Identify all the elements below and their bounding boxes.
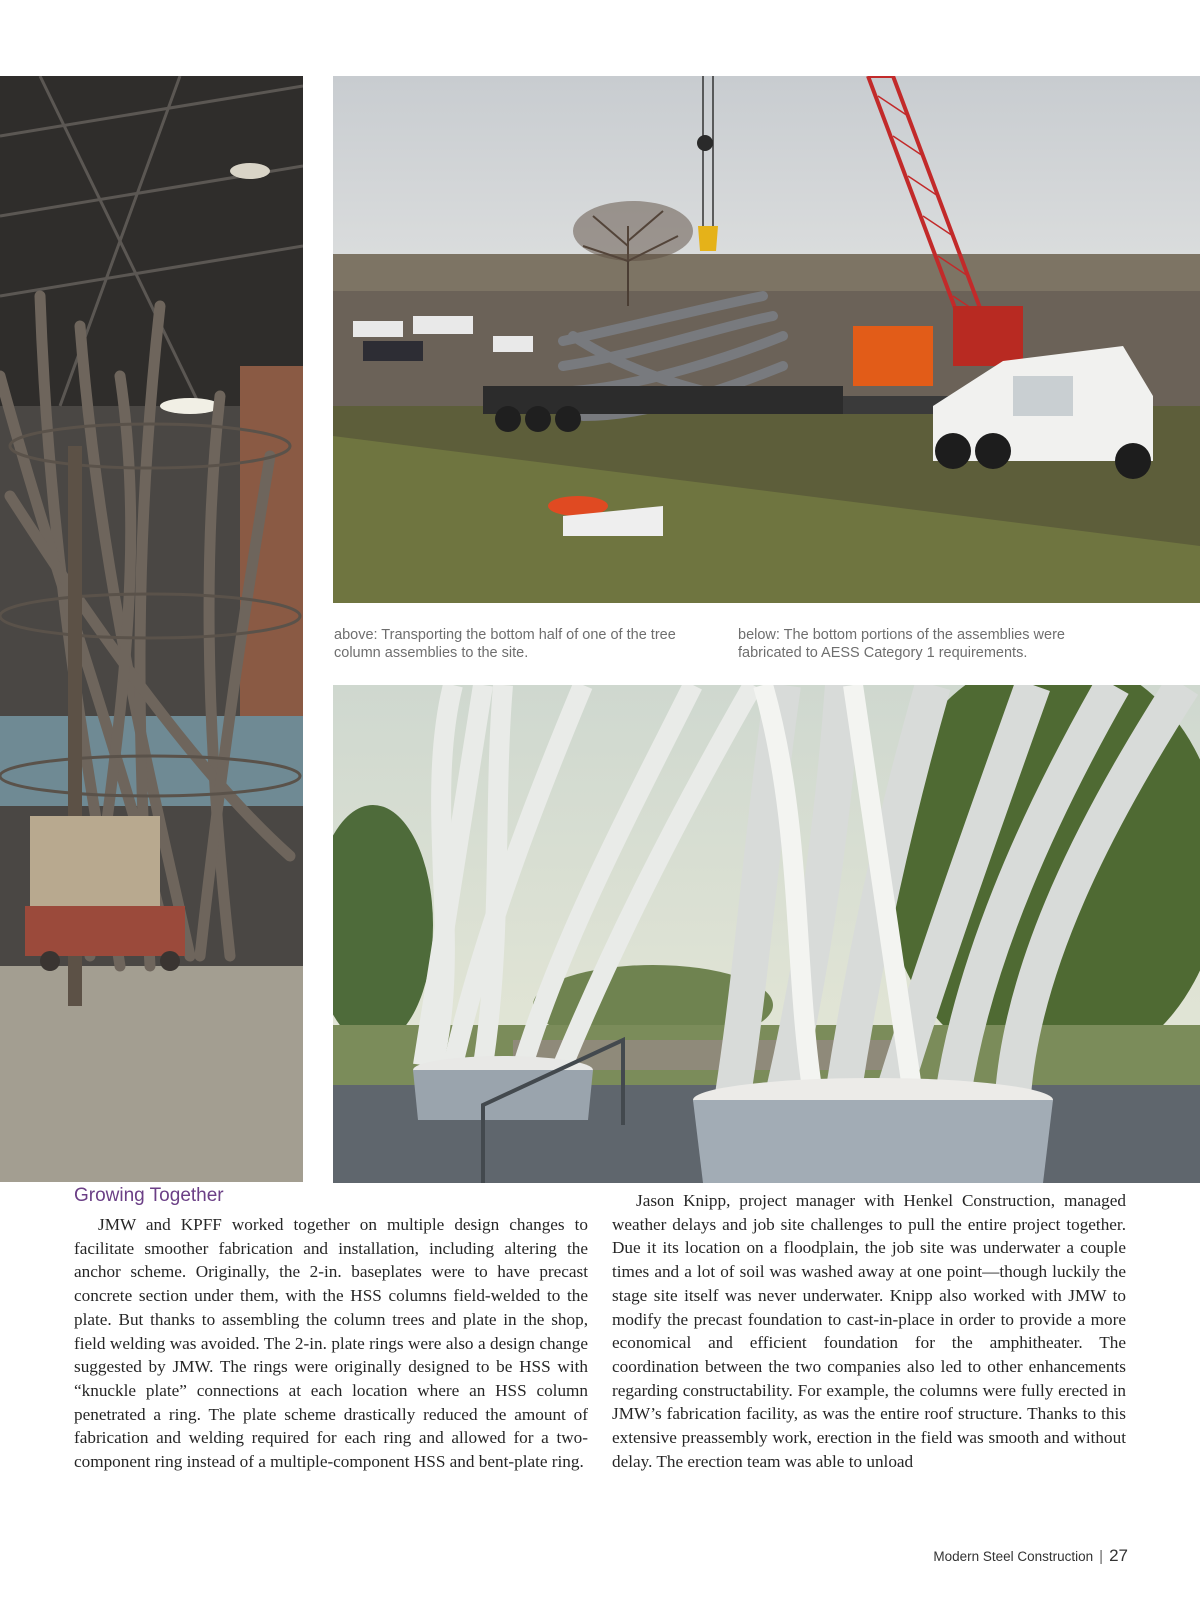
page-footer	[933, 1546, 1128, 1566]
photo-fabrication-shop	[0, 76, 303, 1182]
page-number: 27	[1109, 1546, 1128, 1565]
magazine-name: Modern Steel Construction	[933, 1549, 1094, 1564]
footer-separator: |	[1099, 1548, 1104, 1565]
section-heading: Growing Together	[74, 1185, 224, 1206]
photo-finished-columns	[333, 685, 1200, 1183]
article-column-right: Jason Knipp, project manager with Henkel Construction, managed weather delays and job site challenges to pull the entire project together. Due it its location on a floodplain, the job site was underwater a couple times and a lot of soil was washed away at one point—though luckily the stage site itself was never underwater. Knipp also worked with JMW to modify the precast foundation to cast-in-place in order to provide a more economical and efficient foundation for the amphitheater. The coordination between the two companies also led to other enhancements regarding constructability. For example, the columns were fully erected in JMW’s fabrication facility, as was the entire roof structure. Thanks to this extensive preassembly work, erection in the field was smooth and without delay. The erection team was able to unload	[612, 1191, 1126, 1471]
caption-below: below: The bottom portions of the assemblies were fabricated to AESS Category 1 requirements.	[738, 627, 1065, 661]
caption-above: above: Transporting the bottom half of one of the tree column assemblies to the site.	[334, 627, 676, 661]
photo-transport	[333, 76, 1200, 603]
article-column-left: JMW and KPFF worked together on multiple design changes to facilitate smoother fabrication and installation, including altering the anchor scheme. Originally, the 2-in. baseplates were to have precast concrete section under them, with the HSS columns field-welded to the plate. But thanks to assembling the column trees and plate in the shop, field welding was avoided. The 2-in. plate rings were also a design change suggested by JMW. The rings were originally designed to be HSS with “knuckle plate” connections at each location where an HSS column penetrated a ring. The plate scheme drastically reduced the amount of fabrication and welding required for each ring and allowed for a two-component ring instead of a multiple-component HSS and bent-plate ring.	[74, 1215, 588, 1472]
